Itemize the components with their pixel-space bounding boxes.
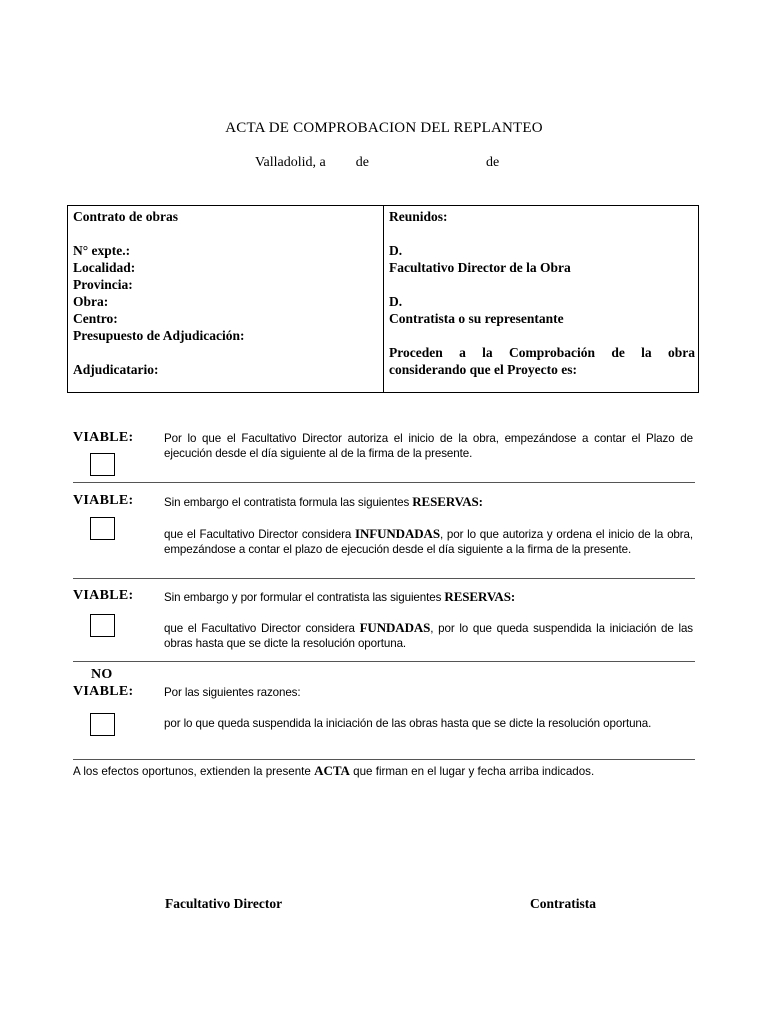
date-de-2: de [485,155,500,170]
option-4-intro: Por las siguientes razones: [164,686,301,699]
reunidos-heading: Reunidos: [389,209,448,224]
option-3-text-pre: que el Facultativo Director considera [164,622,360,635]
field-adjudicatario: Adjudicatario: [73,362,159,377]
separator-2 [73,578,695,579]
contract-info-table [67,205,699,393]
date-city: Valladolid, a [255,155,326,170]
field-expediente: N° expte.: [73,243,131,258]
field-provincia: Provincia: [73,277,133,292]
option-1-text: Por lo que el Facultativo Director autoriza el inicio de la obra, empezándose a contar el Plazo de ejecución desde el día siguiente al de la firma de la presente. [164,432,693,460]
option-3-text-post: , por lo que queda suspendida la iniciación de las obras hasta que se dicte la resolución oportuna. [164,622,693,650]
contratista-role: Contratista o su representante [389,311,564,326]
director-role: Facultativo Director de la Obra [389,260,571,275]
document-title: ACTA DE COMPROBACION DEL REPLANTEO [225,120,543,136]
option-4-label-viable: VIABLE: [73,684,134,699]
option-3-intro-text: Sin embargo y por formular el contratista las siguientes [164,591,445,604]
signature-director: Facultativo Director [165,896,283,911]
option-3-text [164,620,693,651]
date-de-1: de [355,155,369,170]
table-divider [383,206,384,392]
field-centro: Centro: [73,311,118,326]
signature-contratista: Contratista [530,896,596,911]
contract-heading: Contrato de obras [73,209,178,224]
option-2-intro-text: Sin embargo el contratista formula las siguientes [164,496,413,509]
option-4-checkbox[interactable] [90,713,115,736]
separator-3 [73,661,695,662]
option-3-fundadas: FUNDADAS [359,620,431,635]
closing-statement [73,763,594,779]
field-obra: Obra: [73,294,109,309]
option-2-checkbox[interactable] [90,517,115,540]
option-3-reservas: RESERVAS: [444,589,516,604]
contratista-d: D. [389,294,403,309]
option-4-text: por lo que queda suspendida la iniciación de las obras hasta que se dicte la resolución oportuna. [164,717,652,730]
option-2-infundadas: INFUNDADAS [355,526,440,541]
option-3-checkbox[interactable] [90,614,115,637]
separator-1 [73,482,695,483]
option-2-reservas: RESERVAS: [412,494,483,509]
contract-column [73,208,378,378]
option-2-intro [164,494,693,510]
reunidos-column [389,208,695,378]
option-1-label: VIABLE: [73,430,134,445]
director-d: D. [389,243,403,258]
option-3-label: VIABLE: [73,588,134,603]
option-2-text [164,526,693,557]
separator-4 [73,759,695,760]
option-2-text-pre: que el Facultativo Director considera [164,528,356,541]
proceed-line-2: considerando que el Proyecto es: [389,362,577,377]
option-2-label: VIABLE: [73,493,134,508]
date-line [255,155,499,171]
field-localidad: Localidad: [73,260,136,275]
closing-acta: ACTA [314,763,350,778]
proceed-line-1: Proceden a la Comprobación de la obra [389,345,695,360]
option-1-checkbox[interactable] [90,453,115,476]
field-presupuesto: Presupuesto de Adjudicación: [73,328,245,343]
option-3-intro [164,589,693,605]
closing-pre: A los efectos oportunos, extienden la presente [73,765,315,778]
option-2-text-post: , por lo que autoriza y ordena el inicio de la obra, empezándose a contar el plazo de ejecución desde el día siguiente a la firma de la presente. [164,528,693,556]
closing-post: que firman en el lugar y fecha arriba indicados. [349,765,595,778]
option-4-label-no: NO [91,667,113,682]
